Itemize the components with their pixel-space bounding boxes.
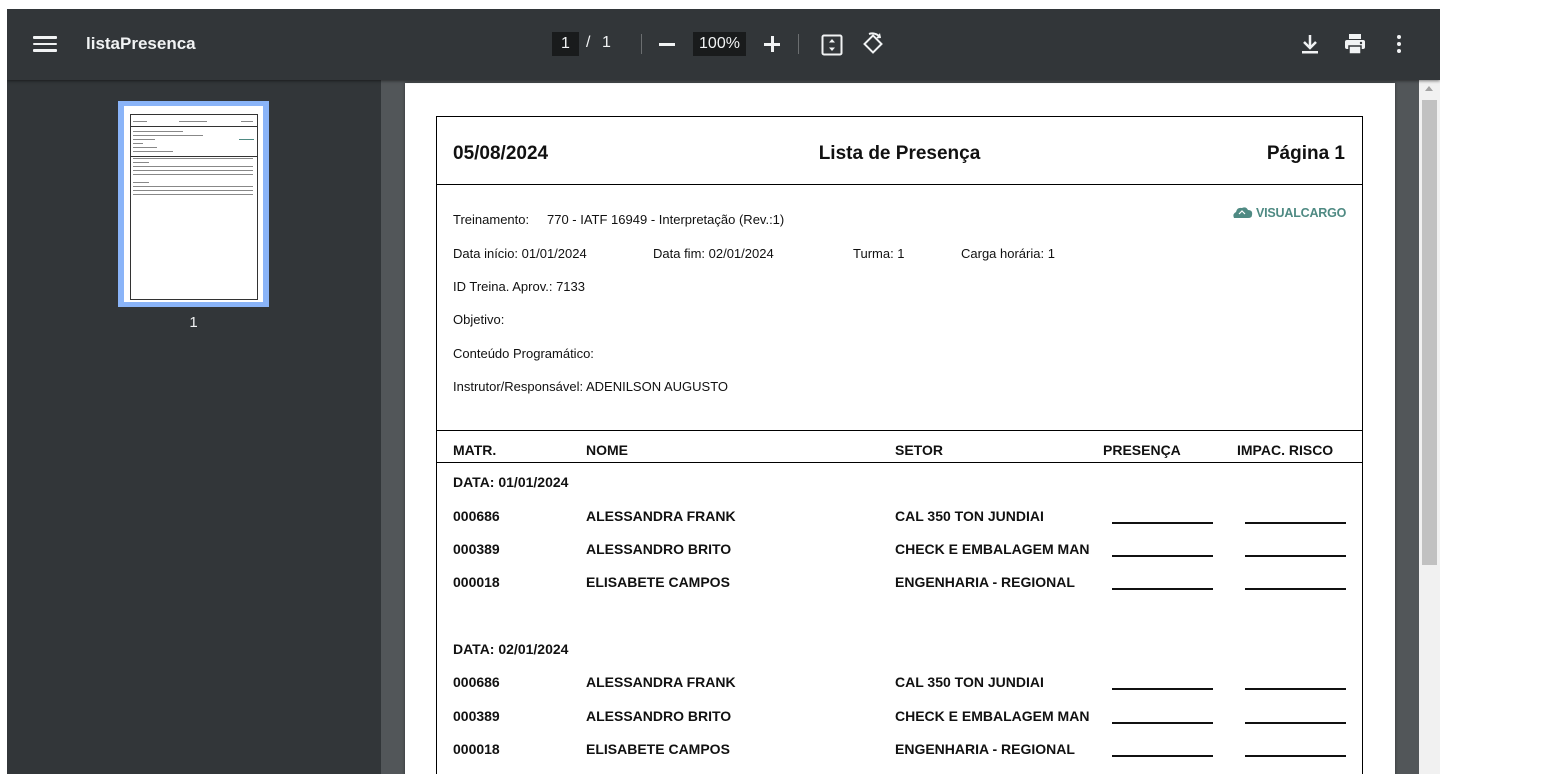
print-icon[interactable] — [1343, 33, 1367, 55]
download-icon[interactable] — [1299, 33, 1321, 55]
cell-setor: CAL 350 TON JUNDIAI — [895, 508, 1044, 524]
page-number-input[interactable]: 1 — [552, 32, 579, 56]
cell-matr: 000389 — [453, 541, 500, 557]
divider — [798, 34, 799, 54]
group-date: DATA: 02/01/2024 — [453, 641, 569, 657]
workload: Carga horária: 1 — [961, 246, 1055, 261]
logo-icon — [1232, 206, 1254, 220]
zoom-out-icon[interactable] — [658, 34, 676, 54]
zoom-level-input[interactable]: 100% — [693, 32, 746, 56]
cell-nome: ALESSANDRO BRITO — [586, 541, 732, 557]
page-thumbnail[interactable] — [118, 101, 269, 307]
document-viewer[interactable] — [381, 80, 1440, 774]
presence-signature-line — [1112, 588, 1213, 590]
risk-signature-line — [1245, 555, 1346, 557]
scroll-up-arrow-icon[interactable] — [1419, 80, 1440, 97]
presence-signature-line — [1112, 555, 1213, 557]
toolbar — [7, 9, 1440, 80]
presence-signature-line — [1112, 522, 1213, 524]
report-title: Lista de Presença — [818, 143, 981, 164]
col-presenca: PRESENÇA — [1103, 442, 1181, 458]
report-page-number: Página 1 — [1266, 143, 1345, 164]
company-logo — [1232, 206, 1346, 220]
presence-signature-line — [1112, 688, 1213, 690]
thumbnail-sidebar — [7, 80, 381, 774]
cell-setor: CAL 350 TON JUNDIAI — [895, 674, 1044, 690]
document-title: listaPresenca — [86, 34, 196, 53]
col-impac-risco: IMPAC. RISCO — [1237, 442, 1334, 458]
class: Turma: 1 — [853, 246, 905, 261]
training-info — [437, 186, 1362, 431]
presence-signature-line — [1112, 755, 1213, 757]
risk-signature-line — [1245, 688, 1346, 690]
divider — [641, 34, 642, 54]
report-header — [437, 117, 1362, 185]
cell-setor: ENGENHARIA - REGIONAL — [895, 574, 1075, 590]
cell-setor: CHECK E EMBALAGEM MAN — [895, 708, 1090, 724]
training-label: Treinamento: — [453, 212, 530, 227]
cell-nome: ELISABETE CAMPOS — [586, 574, 730, 590]
objective: Objetivo: — [453, 312, 505, 327]
cell-setor: ENGENHARIA - REGIONAL — [895, 741, 1075, 757]
start-date: Data início: 01/01/2024 — [453, 246, 587, 261]
thumbnail-page-number: 1 — [189, 314, 198, 331]
program-content: Conteúdo Programático: — [453, 346, 594, 361]
cell-nome: ELISABETE CAMPOS — [586, 741, 730, 757]
table-header — [437, 432, 1362, 463]
report-date: 05/08/2024 — [453, 143, 549, 164]
group-date: DATA: 01/01/2024 — [453, 474, 569, 490]
menu-icon[interactable] — [33, 33, 57, 55]
cell-nome: ALESSANDRA FRANK — [586, 508, 736, 524]
thumbnail-page — [124, 106, 263, 302]
page-separator: / — [586, 34, 591, 51]
risk-signature-line — [1245, 755, 1346, 757]
cell-nome: ALESSANDRA FRANK — [586, 674, 736, 690]
cell-setor: CHECK E EMBALAGEM MAN — [895, 541, 1090, 557]
fit-page-icon[interactable] — [820, 33, 844, 57]
risk-signature-line — [1245, 722, 1346, 724]
cell-matr: 000018 — [453, 741, 500, 757]
logo-text: VISUALCARGO — [1256, 206, 1347, 220]
attendance-report — [436, 116, 1363, 774]
risk-signature-line — [1245, 588, 1346, 590]
pdf-viewer — [7, 9, 1440, 774]
col-nome: NOME — [586, 442, 628, 458]
page-total: 1 — [602, 34, 611, 51]
presence-signature-line — [1112, 722, 1213, 724]
end-date: Data fim: 02/01/2024 — [653, 246, 774, 261]
col-setor: SETOR — [895, 442, 943, 458]
instructor: Instrutor/Responsável: ADENILSON AUGUSTO — [453, 379, 729, 394]
cell-matr: 000686 — [453, 508, 500, 524]
col-matr: MATR. — [453, 442, 497, 458]
pdf-page — [405, 83, 1395, 774]
risk-signature-line — [1245, 522, 1346, 524]
thumbnail-content — [130, 114, 258, 300]
zoom-in-icon[interactable] — [763, 34, 781, 54]
vertical-scrollbar[interactable] — [1419, 80, 1440, 774]
training-value: 770 - IATF 16949 - Interpretação (Rev.:1) — [547, 212, 785, 227]
cell-matr: 000686 — [453, 674, 500, 690]
cell-nome: ALESSANDRO BRITO — [586, 708, 732, 724]
more-options-icon[interactable] — [1390, 33, 1408, 55]
cell-matr: 000018 — [453, 574, 500, 590]
scrollbar-thumb[interactable] — [1422, 100, 1437, 565]
approval-id: ID Treina. Aprov.: 7133 — [453, 279, 585, 294]
cell-matr: 000389 — [453, 708, 500, 724]
rotate-icon[interactable] — [860, 31, 886, 57]
